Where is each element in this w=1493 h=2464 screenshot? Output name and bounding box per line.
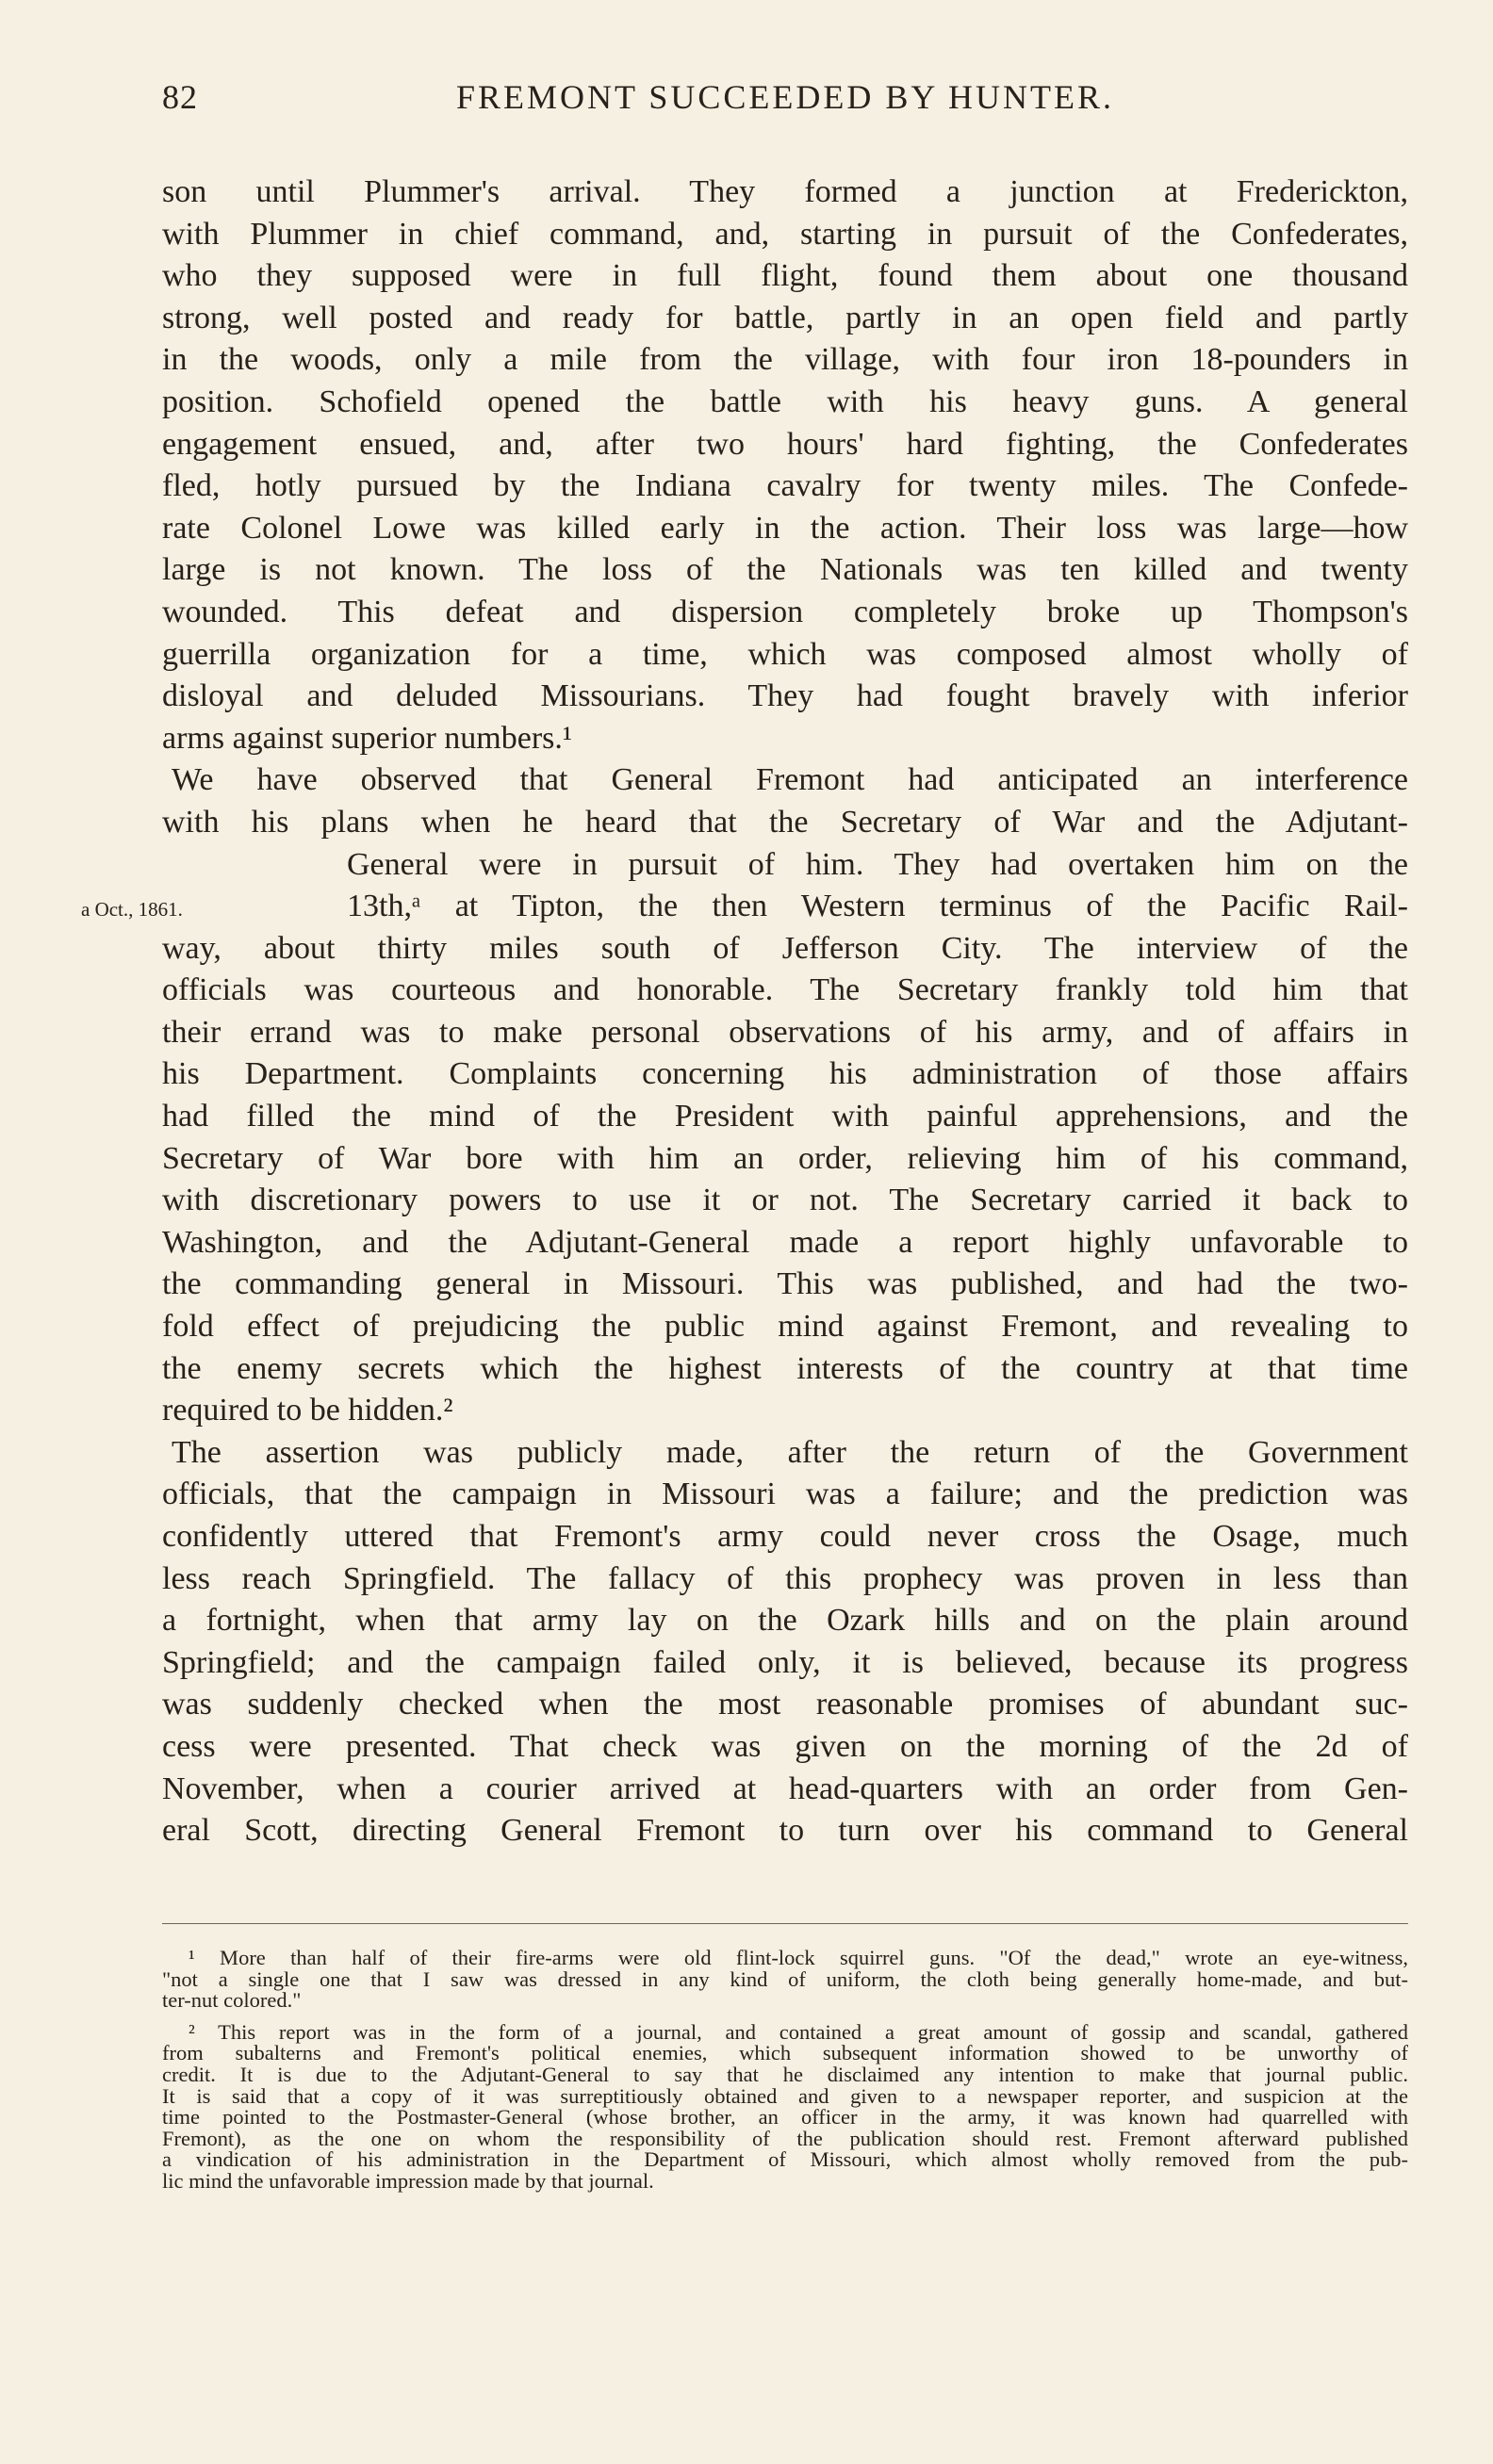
body-line: in the woods, only a mile from the village, with four iron 18-pounders in [162,342,1408,378]
footnote-line: a vindication of his administration in the Department of Missouri, which almost wholly removed from the pub- [162,2147,1408,2172]
body-text [162,171,1408,1852]
body-line: rate Colonel Lowe was killed early in the action. Their loss was large—how [162,510,1408,546]
body-line: strong, well posted and ready for battle, partly in an open field and partly [162,300,1408,335]
body-line: large is not known. The loss of the Nationals was ten killed and twenty [162,552,1408,588]
body-line: less reach Springfield. The fallacy of this prophecy was proven in less than [162,1560,1408,1596]
footnote-line: lic mind the unfavorable impression made by that journal. [162,2168,654,2193]
chapter-running-title: FREMONT SUCCEEDED BY HUNTER. [455,78,1115,116]
body-line: arms against superior numbers.¹ [162,720,573,756]
body-line: 13th,ᵃ at Tipton, the then Western terminus of the Pacific Rail- [347,889,1408,924]
body-line: required to be hidden.² [162,1393,453,1428]
body-line: guerrilla organization for a time, which was composed almost wholly of [162,636,1408,672]
paragraph-first-line: We have observed that General Fremont had anticipated an interference [172,762,1408,798]
paragraph-first-line: The assertion was publicly made, after the return of the Government [172,1434,1408,1470]
body-line: officials, that the campaign in Missouri was a failure; and the prediction was [162,1477,1408,1512]
running-head [162,77,1408,124]
body-line: the enemy secrets which the highest interests of the country at that time [162,1350,1408,1386]
body-line: with Plummer in chief command, and, starting in pursuit of the Confederates, [162,216,1408,252]
body-line: their errand was to make personal observations of his army, and of affairs in [162,1014,1408,1050]
footnote-2 [162,2019,1408,2193]
body-line: fled, hotly pursued by the Indiana cavalry for twenty miles. The Confede- [162,468,1408,504]
body-line: Washington, and the Adjutant-General made a report highly unfavorable to [162,1224,1408,1260]
footnote-line: Fremont), as the one on whom the responsibility of the publication should rest. Fremont afterward published [162,2126,1408,2150]
footnote-line: ter-nut colored." [162,1988,302,2013]
body-line: disloyal and deluded Missourians. They had fought bravely with inferior [162,678,1408,714]
footnote-divider [162,1923,1408,1924]
body-line: November, when a courier arrived at head-quarters with an order from Gen- [162,1770,1408,1806]
page-number: 82 [162,78,198,116]
footnote-line: It is said that a copy of it was surreptitiously obtained and given to a newspaper reporter, and suspicion at the [162,2083,1408,2108]
body-line: had filled the mind of the President with painful apprehensions, and the [162,1099,1408,1134]
body-line: General were in pursuit of him. They had overtaken him on the [347,846,1408,882]
body-line: position. Schofield opened the battle with his heavy guns. A general [162,383,1408,419]
body-line: a fortnight, when that army lay on the Ozark hills and on the plain around [162,1603,1408,1639]
body-line: the commanding general in Missouri. This was published, and had the two- [162,1266,1408,1302]
footnote-line: ² This report was in the form of a journal, and contained a great amount of gossip and scandal, gathered [189,2019,1408,2044]
body-line: confidently uttered that Fremont's army could never cross the Osage, much [162,1519,1408,1554]
body-line: fold effect of prejudicing the public mind against Fremont, and revealing to [162,1309,1408,1345]
body-line: officials was courteous and honorable. The Secretary frankly told him that [162,972,1408,1008]
footnote-line: "not a single one that I saw was dressed in any kind of uniform, the cloth being generally home-made, and but- [162,1966,1408,1991]
body-line: Secretary of War bore with him an order, relieving him of his command, [162,1140,1408,1176]
margin-date-note: a Oct., 1861. [81,898,183,921]
body-line: eral Scott, directing General Fremont to turn over his command to General [162,1813,1408,1849]
body-line: his Department. Complaints concerning his administration of those affairs [162,1056,1408,1092]
body-line: with discretionary powers to use it or not. The Secretary carried it back to [162,1183,1408,1218]
footnote-line: ¹ More than half of their fire-arms were old flint-lock squirrel guns. "Of the dead," wrote an eye-witness, [189,1946,1408,1969]
body-line: way, about thirty miles south of Jefferson City. The interview of the [162,930,1408,966]
body-line: engagement ensued, and, after two hours' hard fighting, the Confederates [162,426,1408,462]
body-line: wounded. This defeat and dispersion completely broke up Thompson's [162,594,1408,629]
footnote-1 [162,1948,1408,2012]
footnote-line: credit. It is due to the Adjutant-General to say that he disclaimed any intention to make that journal public. [162,2062,1408,2086]
body-line: son until Plummer's arrival. They formed a junction at Frederickton, [162,174,1408,209]
body-line: cess were presented. That check was given on the morning of the 2d of [162,1728,1408,1764]
footnote-line: time pointed to the Postmaster-General (whose brother, an officer in the army, it was known had quarrelled with [162,2105,1408,2129]
body-line: who they supposed were in full flight, found them about one thousand [162,258,1408,294]
footnote-line: from subalterns and Fremont's political enemies, which subsequent information showed to be unworthy of [162,2041,1408,2065]
body-line: with his plans when he heard that the Secretary of War and the Adjutant- [162,804,1408,840]
body-line: was suddenly checked when the most reasonable promises of abundant suc- [162,1687,1408,1722]
footnotes [162,1948,1408,2193]
body-line: Springfield; and the campaign failed only, it is believed, because its progress [162,1644,1408,1680]
